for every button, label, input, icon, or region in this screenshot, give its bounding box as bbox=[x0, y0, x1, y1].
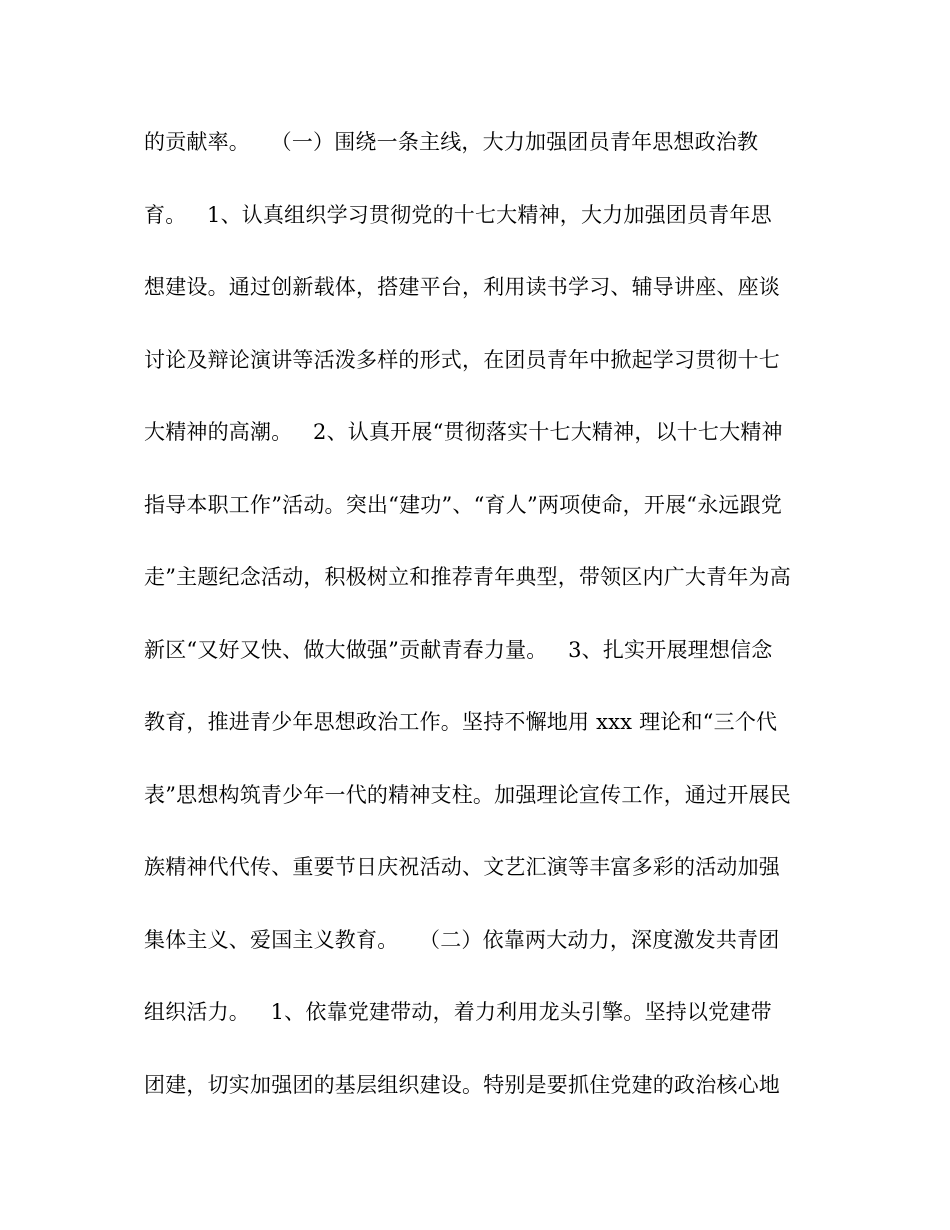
text-line-6: 指导本职工作”活动。突出“建功”、“育人”两项使命，开展“永远跟党 bbox=[144, 492, 783, 517]
text-line-14: 团建，切实加强团的基层组织建设。特别是要抓住党建的政治核心地 bbox=[144, 1072, 780, 1097]
text-line-8: 新区“又好又快、做大做强”贡献青春力量。 3、扎实开展理想信念 bbox=[144, 637, 773, 662]
text-line-1: 的贡献率。 （一）围绕一条主线，大力加强团员青年思想政治教 bbox=[144, 130, 759, 154]
text-line-4: 讨论及辩论演讲等活泼多样的形式，在团员青年中掀起学习贯彻十七 bbox=[144, 347, 780, 372]
text-line-11: 族精神代代传、重要节日庆祝活动、文艺汇演等丰富多彩的活动加强 bbox=[144, 855, 780, 879]
text-line-13: 组织活力。 1、依靠党建带动，着力利用龙头引擎。坚持以党建带 bbox=[144, 1000, 772, 1024]
text-line-10: 表”思想构筑青少年一代的精神支柱。加强理论宣传工作，通过开展民 bbox=[144, 782, 791, 807]
text-line-7: 走”主题纪念活动，积极树立和推荐青年典型，带领区内广大青年为高 bbox=[144, 565, 791, 589]
body-text bbox=[144, 120, 814, 1135]
text-line-12: 集体主义、爱国主义教育。 （二）依靠两大动力，深度激发共青团 bbox=[144, 927, 780, 952]
text-line-2: 育。 1、认真组织学习贯彻党的十七大精神，大力加强团员青年思 bbox=[144, 202, 772, 227]
text-line-9: 教育，推进青少年思想政治工作。坚持不懈地用 xxx 理论和“三个代 bbox=[144, 710, 778, 734]
text-line-5: 大精神的高潮。 2、认真开展“贯彻落实十七大精神，以十七大精神 bbox=[144, 420, 783, 444]
text-line-3: 想建设。通过创新载体，搭建平台，利用读书学习、辅导讲座、座谈 bbox=[144, 275, 780, 299]
